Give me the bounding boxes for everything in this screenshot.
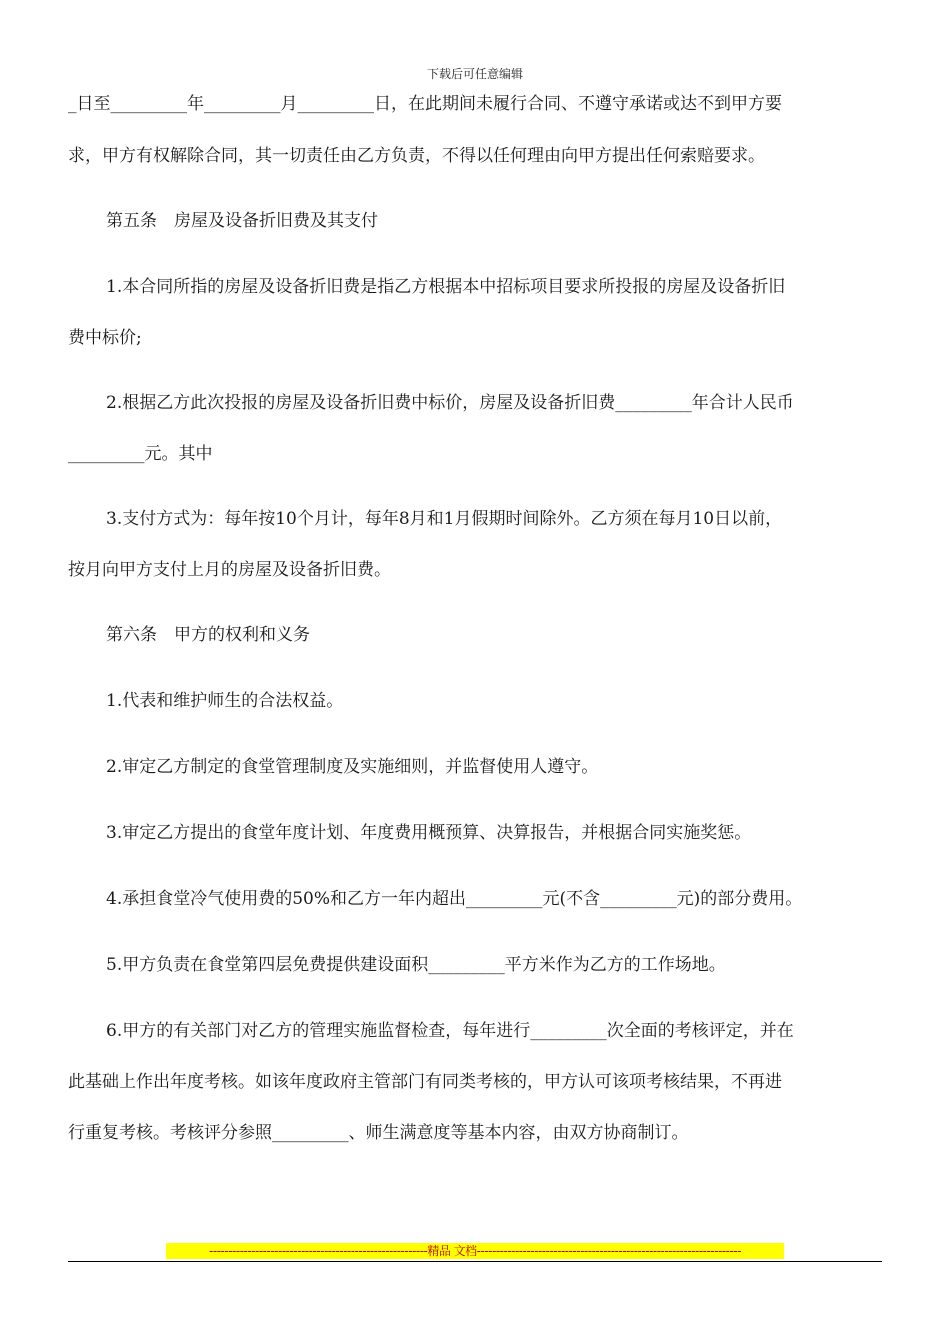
paragraph-line: 6.甲方的有关部门对乙方的管理实施监督检查，每年进行_________次全面的考核评定，并在	[106, 1021, 794, 1041]
paragraph-line: _日至_________年_________月_________日，在此期间未履行合同、不遵守承诺或达不到甲方要	[68, 94, 782, 114]
paragraph-line: 3.支付方式为：每年按10个月计，每年8月和1月假期时间除外。乙方须在每月10日以前，	[106, 509, 783, 529]
paragraph-line: 费中标价;	[68, 328, 142, 348]
paragraph-line: 4.承担食堂冷气使用费的50%和乙方一年内超出_________元(不含_________元)的部分费用。	[106, 889, 803, 909]
paragraph-line: 2.根据乙方此次投报的房屋及设备折旧费中标价，房屋及设备折旧费_________年合计人民币	[106, 393, 794, 413]
header-note: 下载后可任意编辑	[426, 67, 523, 81]
section-heading-5: 第五条 房屋及设备折旧费及其支付	[106, 211, 378, 231]
paragraph-line: 求，甲方有权解除合同，其一切责任由乙方负责，不得以任何理由向甲方提出任何索赔要求。	[68, 146, 765, 166]
paragraph-line: 1.代表和维护师生的合法权益。	[106, 691, 344, 711]
paragraph-line: _________元。其中	[68, 444, 213, 464]
paragraph-line: 此基础上作出年度考核。如该年度政府主管部门有同类考核的，甲方认可该项考核结果，不再进	[68, 1072, 782, 1092]
section-heading-6: 第六条 甲方的权利和义务	[106, 625, 310, 645]
footer-divider	[68, 1261, 882, 1262]
paragraph-line: 按月向甲方支付上月的房屋及设备折旧费。	[68, 560, 391, 580]
paragraph-line: 5.甲方负责在食堂第四层免费提供建设面积_________平方米作为乙方的工作场地。	[106, 955, 726, 975]
footer-watermark: ---------------------------------------------------------精品 文档---------------------------------------------------------------------	[166, 1243, 784, 1259]
paragraph-line: 行重复考核。考核评分参照_________、师生满意度等基本内容，由双方协商制订。	[68, 1123, 689, 1143]
paragraph-line: 3.审定乙方提出的食堂年度计划、年度费用概预算、决算报告，并根据合同实施奖惩。	[106, 823, 752, 843]
paragraph-line: 2.审定乙方制定的食堂管理制度及实施细则，并监督使用人遵守。	[106, 757, 599, 777]
paragraph-line: 1.本合同所指的房屋及设备折旧费是指乙方根据本中招标项目要求所投报的房屋及设备折旧	[106, 277, 786, 297]
